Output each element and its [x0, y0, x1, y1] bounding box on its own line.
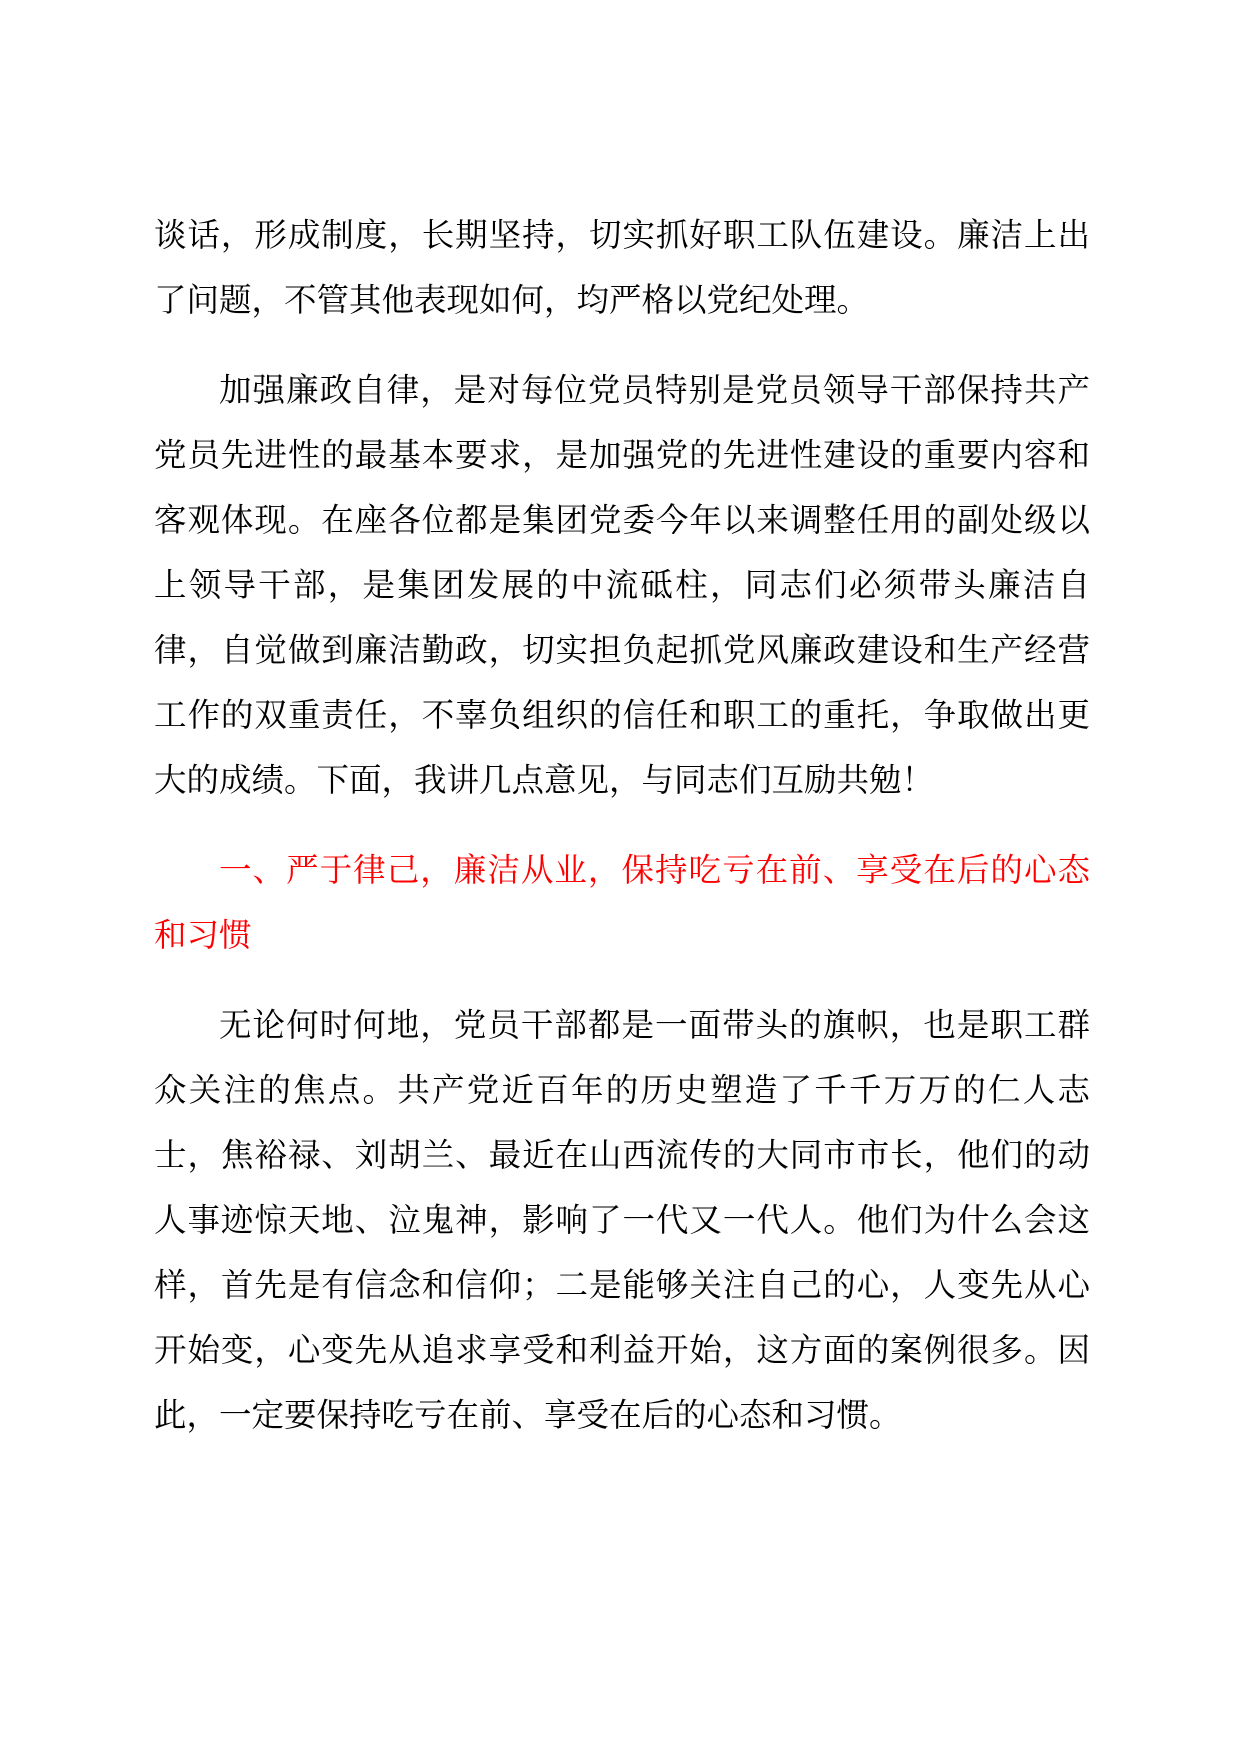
document-body [154, 203, 1090, 1473]
paragraph-self-discipline: 加强廉政自律，是对每位党员特别是党员领导干部保持共产党员先进性的最基本要求，是加强党的先进性建设的重要内容和客观体现。在座各位都是集团党委今年以来调整任用的副处级以上领导干部，是集团发展的中流砥柱，同志们必须带头廉洁自律，自觉做到廉洁勤政，切实担负起抓党风廉政建设和生产经营工作的双重责任，不辜负组织的信任和职工的重托，争取做出更大的成绩。下面，我讲几点意见，与同志们互励共勉！ [154, 371, 1090, 799]
section-heading-one: 一、严于律己，廉洁从业，保持吃亏在前、享受在后的心态和习惯 [154, 851, 1090, 954]
paragraph-party-members: 无论何时何地，党员干部都是一面带头的旗帜，也是职工群众关注的焦点。共产党近百年的历史塑造了千千万万的仁人志士，焦裕禄、刘胡兰、最近在山西流传的大同市市长，他们的动人事迹惊天地、泣鬼神，影响了一代又一代人。他们为什么会这样，首先是有信念和信仰；二是能够关注自己的心，人变先从心开始变，心变先从追求享受和利益开始，这方面的案例很多。因此，一定要保持吃亏在前、享受在后的心态和习惯。 [154, 1006, 1090, 1434]
paragraph-continuation: 谈话，形成制度，长期坚持，切实抓好职工队伍建设。廉洁上出了问题，不管其他表现如何，均严格以党纪处理。 [154, 216, 1090, 319]
